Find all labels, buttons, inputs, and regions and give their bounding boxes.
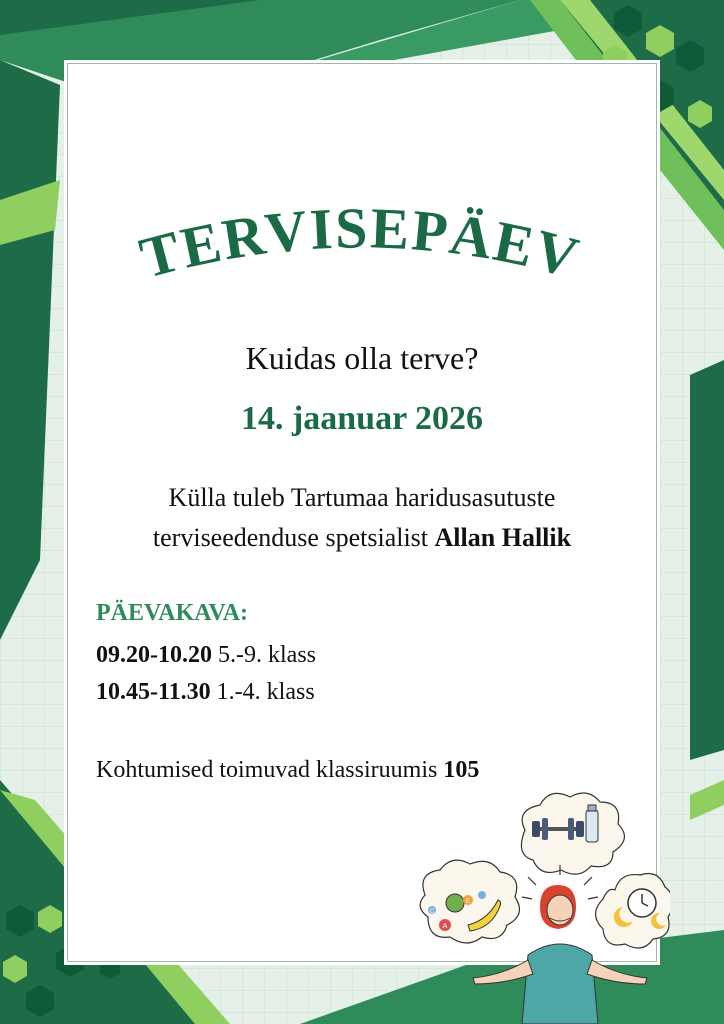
vitamin-letter: C	[429, 909, 435, 915]
schedule-row	[96, 642, 316, 669]
water-bottle-icon	[586, 805, 598, 842]
page-title: TERVISEPÄEV	[133, 195, 587, 291]
schedule-time: 10.45-11.30	[96, 679, 211, 705]
room-number: 105	[443, 757, 480, 783]
subtitle: Kuidas olla terve?	[245, 340, 479, 376]
intro-line-2	[0, 523, 724, 553]
schedule-heading: PÄEVAKAVA:	[96, 600, 249, 626]
thought-cloud-icon	[420, 793, 670, 948]
schedule-group: 1.-4. klass	[210, 679, 315, 705]
title-arc	[80, 190, 640, 330]
intro-line-1: Külla tuleb Tartumaa haridusasutuste	[168, 483, 556, 512]
location-text: Kohtumised toimuvad klassiruumis	[96, 757, 444, 783]
vitamin-letter: A	[442, 923, 448, 930]
vitamin-letter: E	[465, 899, 471, 905]
schedule-row	[96, 679, 315, 706]
speaker-name: Allan Hallik	[434, 523, 572, 552]
health-illustration	[410, 785, 670, 1024]
location-line	[96, 757, 479, 784]
schedule-group: 5.-9. klass	[212, 642, 316, 668]
schedule-time: 09.20-10.20	[96, 642, 212, 668]
event-date: 14. jaanuar 2026	[240, 400, 484, 437]
intro-line-2-text: terviseedenduse spetsialist	[152, 523, 435, 552]
svg-text:TERVISEPÄEV	[133, 195, 586, 290]
